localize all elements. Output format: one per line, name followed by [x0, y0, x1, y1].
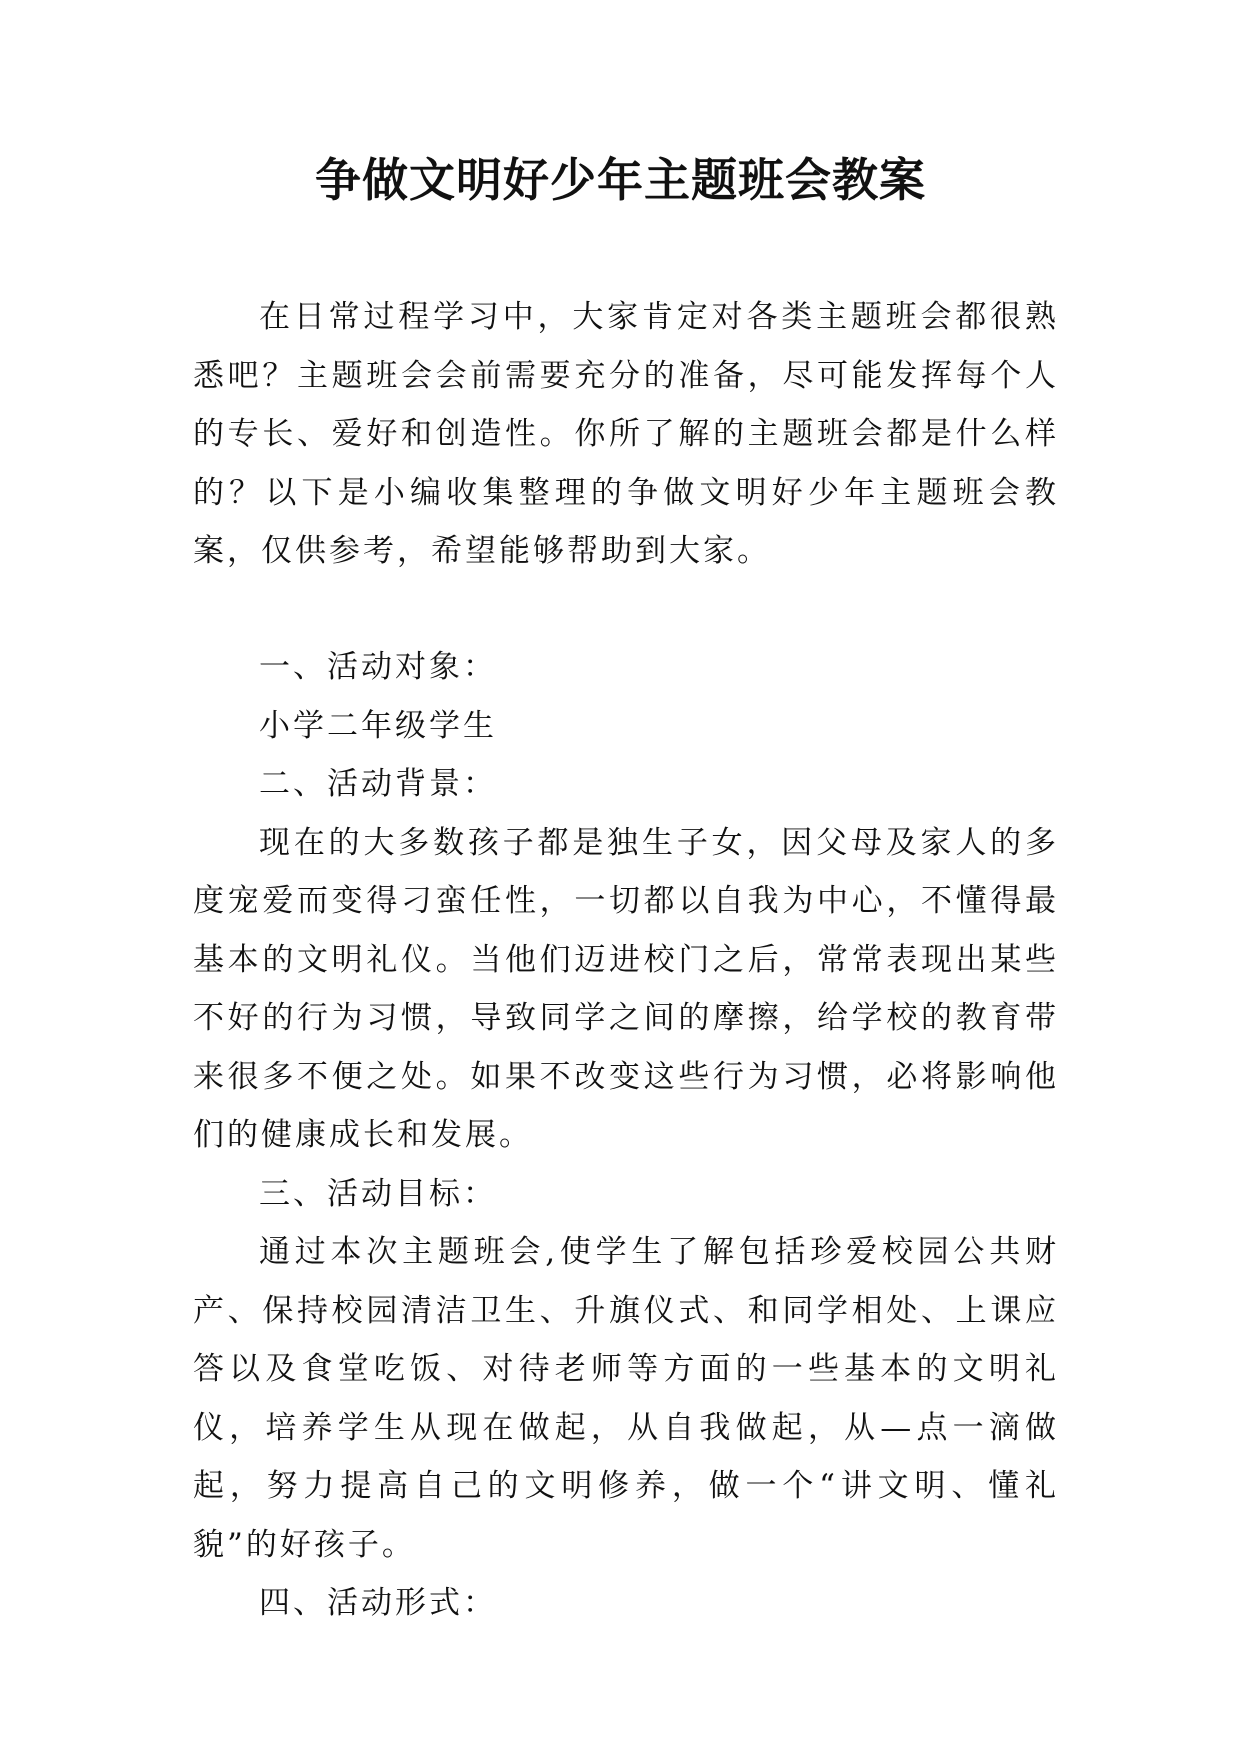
section-content-goals: 通过本次主题班会,使学生了解包括珍爱校园公共财产、保持校园清洁卫生、升旗仪式、和同学相处、上课应答以及食堂吃饭、对待老师等方面的一些基本的文明礼仪，培养学生从现在做起，从自我做起，从—点一滴做起，努力提高自己的文明修养，做一个“讲文明、懂礼貌”的好孩子。 — [193, 1234, 1059, 1563]
section-heading-background: 二、活动背景： — [259, 766, 497, 802]
section-heading-format: 四、活动形式： — [259, 1585, 497, 1621]
section-heading-goals: 三、活动目标： — [259, 1175, 497, 1212]
section-content-background: 现在的大多数孩子都是独生子女，因父母及家人的多度宠爱而变得刁蛮任性，一切都以自我为中心，不懂得最基本的文明礼仪。当他们迈进校门之后，常常表现出某些不好的行为习惯，导致同学之间的摩擦，给学校的教育带来很多不便之处。如果不改变这些行为习惯，必将影响他们的健康成长和发展。 — [193, 824, 1059, 1153]
section-content-target: 小学二年级学生 — [259, 707, 497, 744]
section-heading-target: 一、活动对象： — [259, 649, 497, 685]
sections-container — [193, 638, 1059, 1633]
intro-paragraph: 在日常过程学习中，大家肯定对各类主题班会都很熟悉吧？主题班会会前需要充分的准备，尽可能发挥每个人的专长、爱好和创造性。你所了解的主题班会都是什么样的？以下是小编收集整理的争做文明好少年主题班会教案，仅供参考，希望能够帮助到大家。 — [193, 299, 1059, 569]
intro-section — [193, 288, 1059, 581]
document-title: 争做文明好少年主题班会教案 — [315, 153, 926, 207]
